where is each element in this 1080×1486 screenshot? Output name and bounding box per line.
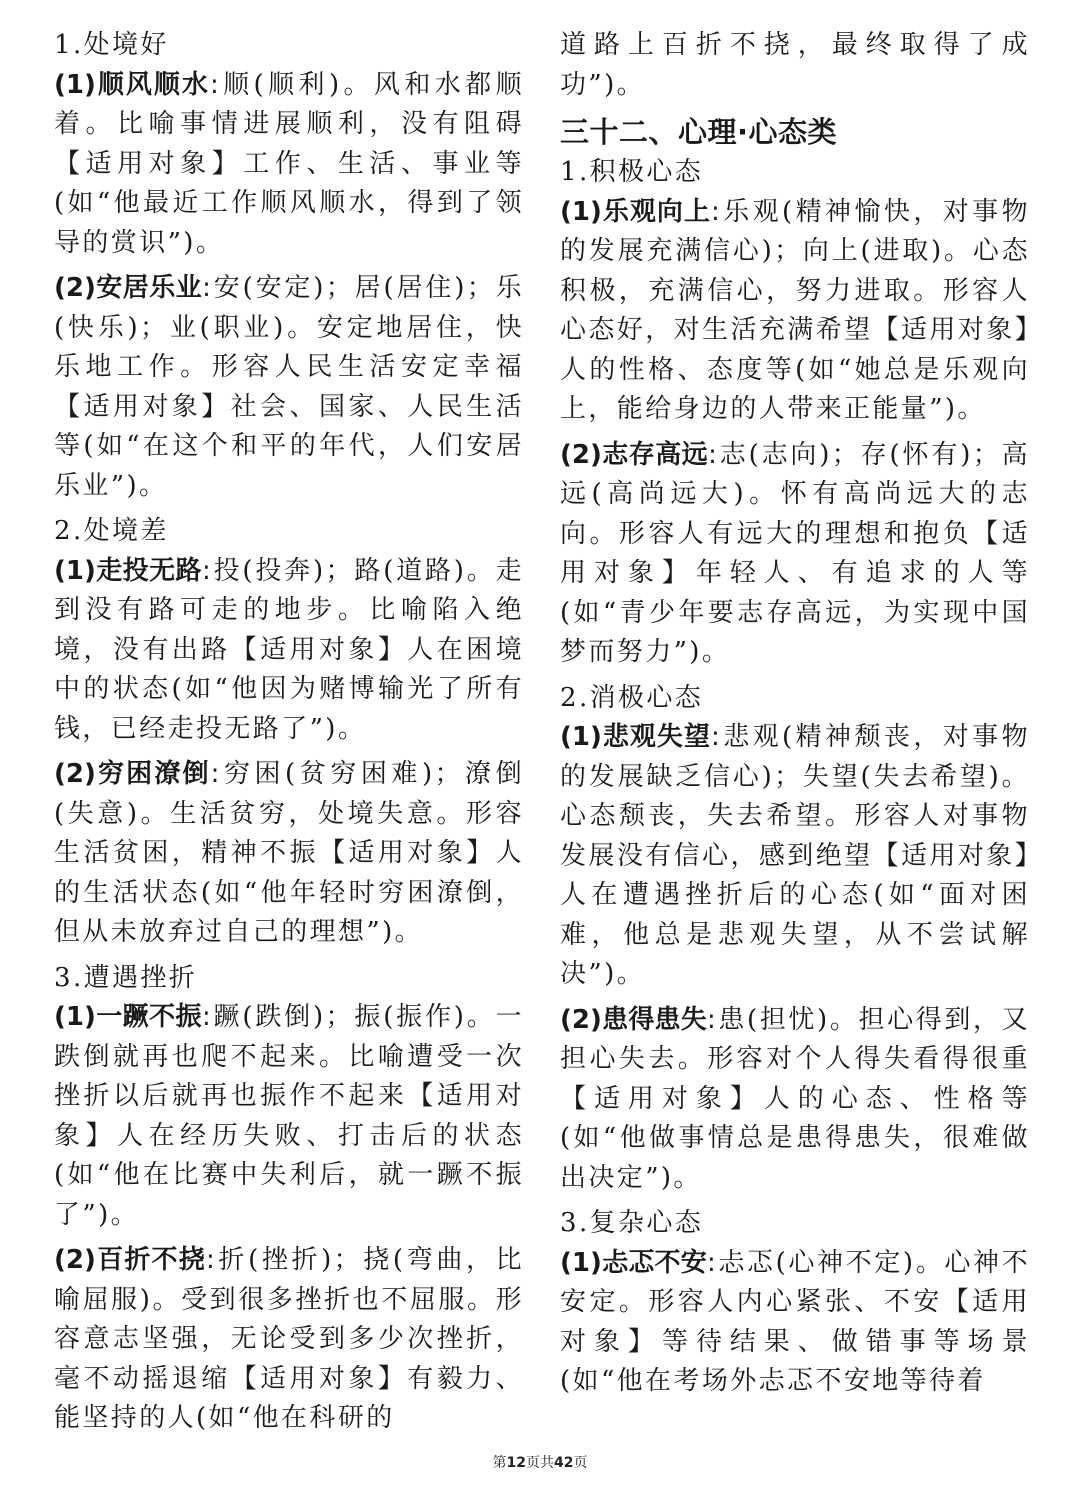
idiom-explanation: 顺(顺利)。风和水都顺着。比喻事情进展顺利，没有阻碍【适用对象】工作、生活、事业等(如“他最近工作顺风顺水，得到了领导的赏识”)。 bbox=[54, 69, 524, 258]
idiom-term: 穷困潦倒 bbox=[95, 759, 211, 789]
right-column bbox=[560, 26, 1030, 1408]
subheading: 2.消极心态 bbox=[560, 682, 704, 713]
idiom-explanation: 投(投奔)；路(道路)。走到没有路可走的地步。比喻陷入绝境，没有出路【适用对象】人在困境中的状态(如“他因为赌博输光了所有钱，已经走投无路了”)。 bbox=[54, 555, 524, 744]
idiom-term: 一蹶不振 bbox=[95, 1002, 202, 1032]
idiom-term: 悲观失望 bbox=[601, 722, 711, 752]
idiom-explanation: 患(担忧)。担心得到，又担心失去。形容对个人得失看得很重【适用对象】人的心态、性格等(如“他做事情总是患得患失，很难做出决定”)。 bbox=[560, 1004, 1030, 1193]
idiom-explanation: 蹶(跌倒)；振(振作)。一跌倒就再也爬不起来。比喻遭受一次挫折以后就再也振作不起来【适用对象】人在经历失败、打击后的状态(如“他在比赛中失利后，就一蹶不振了”)。 bbox=[54, 1002, 524, 1230]
entry-number: (1) bbox=[54, 69, 96, 100]
idiom-entry: (1)顺风顺水:顺(顺利)。风和水都顺着。比喻事情进展顺利，没有阻碍【适用对象】工作、生活、事业等(如“他最近工作顺风顺水，得到了领导的赏识”)。 bbox=[54, 69, 524, 258]
idiom-explanation: 穷困(贫穷困难)；潦倒(失意)。生活贫穷，处境失意。形容生活贫困，精神不振【适用对象】人的生活状态(如“他年轻时穷困潦倒，但从未放弃过自己的理想”)。 bbox=[54, 759, 524, 947]
footer-middle: 页共 bbox=[526, 1455, 554, 1471]
entry-number: (2) bbox=[54, 759, 96, 789]
idiom-entry: (1)走投无路:投(投奔)；路(道路)。走到没有路可走的地步。比喻陷入绝境，没有出路【适用对象】人在困境中的状态(如“他因为赌博输光了所有钱，已经走投无路了”)。 bbox=[54, 555, 524, 744]
footer-suffix: 页 bbox=[573, 1455, 588, 1471]
page-footer bbox=[0, 1452, 1080, 1472]
idiom-term: 安居乐业 bbox=[95, 273, 203, 303]
idiom-explanation: 安(安定)；居(居住)；乐(快乐)；业(职业)。安定地居住，快乐地工作。形容人民生活安定幸福【适用对象】社会、国家、人民生活等(如“在这个和平的年代，人们安居乐业”)。 bbox=[54, 273, 524, 501]
idiom-entry: (1)乐观向上:乐观(精神愉快，对事物的发展充满信心)；向上(进取)。心态积极，充满信心，努力进取。形容人心态好，对生活充满希望【适用对象】人的性格、态度等(如“她总是乐观向上，能给身边的人带来正能量”)。 bbox=[560, 196, 1030, 424]
idiom-entry: (2)穷困潦倒:穷困(贫穷困难)；潦倒(失意)。生活贫穷，处境失意。形容生活贫困，精神不振【适用对象】人的生活状态(如“他年轻时穷困潦倒，但从未放弃过自己的理想”)。 bbox=[54, 759, 524, 947]
entry-number: (2) bbox=[54, 1245, 96, 1275]
idiom-entry: (1)一蹶不振:蹶(跌倒)；振(振作)。一跌倒就再也爬不起来。比喻遭受一次挫折以后就再也振作不起来【适用对象】人在经历失败、打击后的状态(如“他在比赛中失利后，就一蹶不振了”)。 bbox=[54, 1002, 524, 1230]
idiom-entry: (2)患得患失:患(担忧)。担心得到，又担心失去。形容对个人得失看得很重【适用对象】人的心态、性格等(如“他做事情总是患得患失，很难做出决定”)。 bbox=[560, 1004, 1030, 1193]
idiom-entry: (2)安居乐业:安(安定)；居(居住)；乐(快乐)；业(职业)。安定地居住，快乐地工作。形容人民生活安定幸福【适用对象】社会、国家、人民生活等(如“在这个和平的年代，人们安居乐业”)。 bbox=[54, 273, 524, 501]
idiom-term: 忐忑不安 bbox=[601, 1247, 707, 1278]
idiom-explanation: 忐忑(心神不定)。心神不安定。形容人内心紧张、不安【适用对象】等待结果、做错事等场景(如“他在考场外忐忑不安地等待着 bbox=[560, 1247, 1030, 1396]
idiom-entry: (1)忐忑不安:忐忑(心神不定)。心神不安定。形容人内心紧张、不安【适用对象】等待结果、做错事等场景(如“他在考场外忐忑不安地等待着 bbox=[560, 1247, 1030, 1396]
subheading: 3.复杂心态 bbox=[560, 1208, 704, 1238]
idiom-entry: (2)百折不挠:折(挫折)；挠(弯曲，比喻屈服)。受到很多挫折也不屈服。形容意志坚强，无论受到多少次挫折，毫不动摇退缩【适用对象】有毅力、能坚持的人(如“他在科研的 bbox=[54, 1245, 524, 1433]
idiom-term: 顺风顺水 bbox=[95, 69, 210, 100]
entry-number: (1) bbox=[54, 1002, 96, 1032]
left-column bbox=[54, 26, 524, 1445]
subheading: 2.处境差 bbox=[54, 516, 169, 546]
section-title: 三十二、心理·心态类 bbox=[560, 115, 838, 149]
idiom-term: 患得患失 bbox=[601, 1004, 707, 1035]
entry-number: (1) bbox=[560, 196, 602, 227]
idiom-explanation: 悲观(精神颓丧，对事物的发展缺乏信心)；失望(失去希望)。心态颓丧，失去希望。形容人对事物发展没有信心，感到绝望【适用对象】人在遭遇挫折后的心态(如“面对困难，他总是悲观失望，从不尝试解决”)。 bbox=[560, 722, 1030, 989]
continued-text: 道路上百折不挠，最终取得了成功”)。 bbox=[560, 30, 1030, 100]
idiom-entry: (1)悲观失望:悲观(精神颓丧，对事物的发展缺乏信心)；失望(失去希望)。心态颓丧，失去希望。形容人对事物发展没有信心，感到绝望【适用对象】人在遭遇挫折后的心态(如“面对困难，他总是悲观失望，从不尝试解决”)。 bbox=[560, 722, 1030, 989]
idiom-term: 走投无路 bbox=[95, 555, 202, 586]
idiom-explanation: 折(挫折)；挠(弯曲，比喻屈服)。受到很多挫折也不屈服。形容意志坚强，无论受到多少次挫折，毫不动摇退缩【适用对象】有毅力、能坚持的人(如“他在科研的 bbox=[54, 1245, 524, 1433]
current-page-number: 12 bbox=[506, 1455, 526, 1471]
entry-number: (1) bbox=[560, 1247, 602, 1278]
idiom-explanation: 志(志向)；存(怀有)；高远(高尚远大)。怀有高尚远大的志向。形容人有远大的理想和抱负【适用对象】年轻人、有追求的人等(如“青少年要志存高远，为实现中国梦而努力”)。 bbox=[560, 439, 1030, 667]
entry-number: (2) bbox=[560, 439, 602, 470]
idiom-entry: (2)志存高远:志(志向)；存(怀有)；高远(高尚远大)。怀有高尚远大的志向。形容人有远大的理想和抱负【适用对象】年轻人、有追求的人等(如“青少年要志存高远，为实现中国梦而努力”)。 bbox=[560, 439, 1030, 667]
footer-prefix: 第 bbox=[492, 1455, 507, 1471]
subheading: 1.积极心态 bbox=[560, 157, 704, 187]
subheading: 1.处境好 bbox=[54, 30, 169, 60]
idiom-term: 百折不挠 bbox=[95, 1245, 207, 1275]
idiom-term: 志存高远 bbox=[601, 439, 709, 470]
entry-number: (2) bbox=[560, 1004, 602, 1035]
idiom-explanation: 乐观(精神愉快，对事物的发展充满信心)；向上(进取)。心态积极，充满信心，努力进取。形容人心态好，对生活充满希望【适用对象】人的性格、态度等(如“她总是乐观向上，能给身边的人带来正能量”)。 bbox=[560, 196, 1030, 424]
entry-number: (1) bbox=[54, 555, 96, 586]
subheading: 3.遭遇挫折 bbox=[54, 962, 198, 993]
idiom-term: 乐观向上 bbox=[601, 196, 711, 227]
total-page-number: 42 bbox=[554, 1455, 574, 1471]
entry-number: (2) bbox=[54, 273, 96, 303]
entry-number: (1) bbox=[560, 722, 602, 752]
